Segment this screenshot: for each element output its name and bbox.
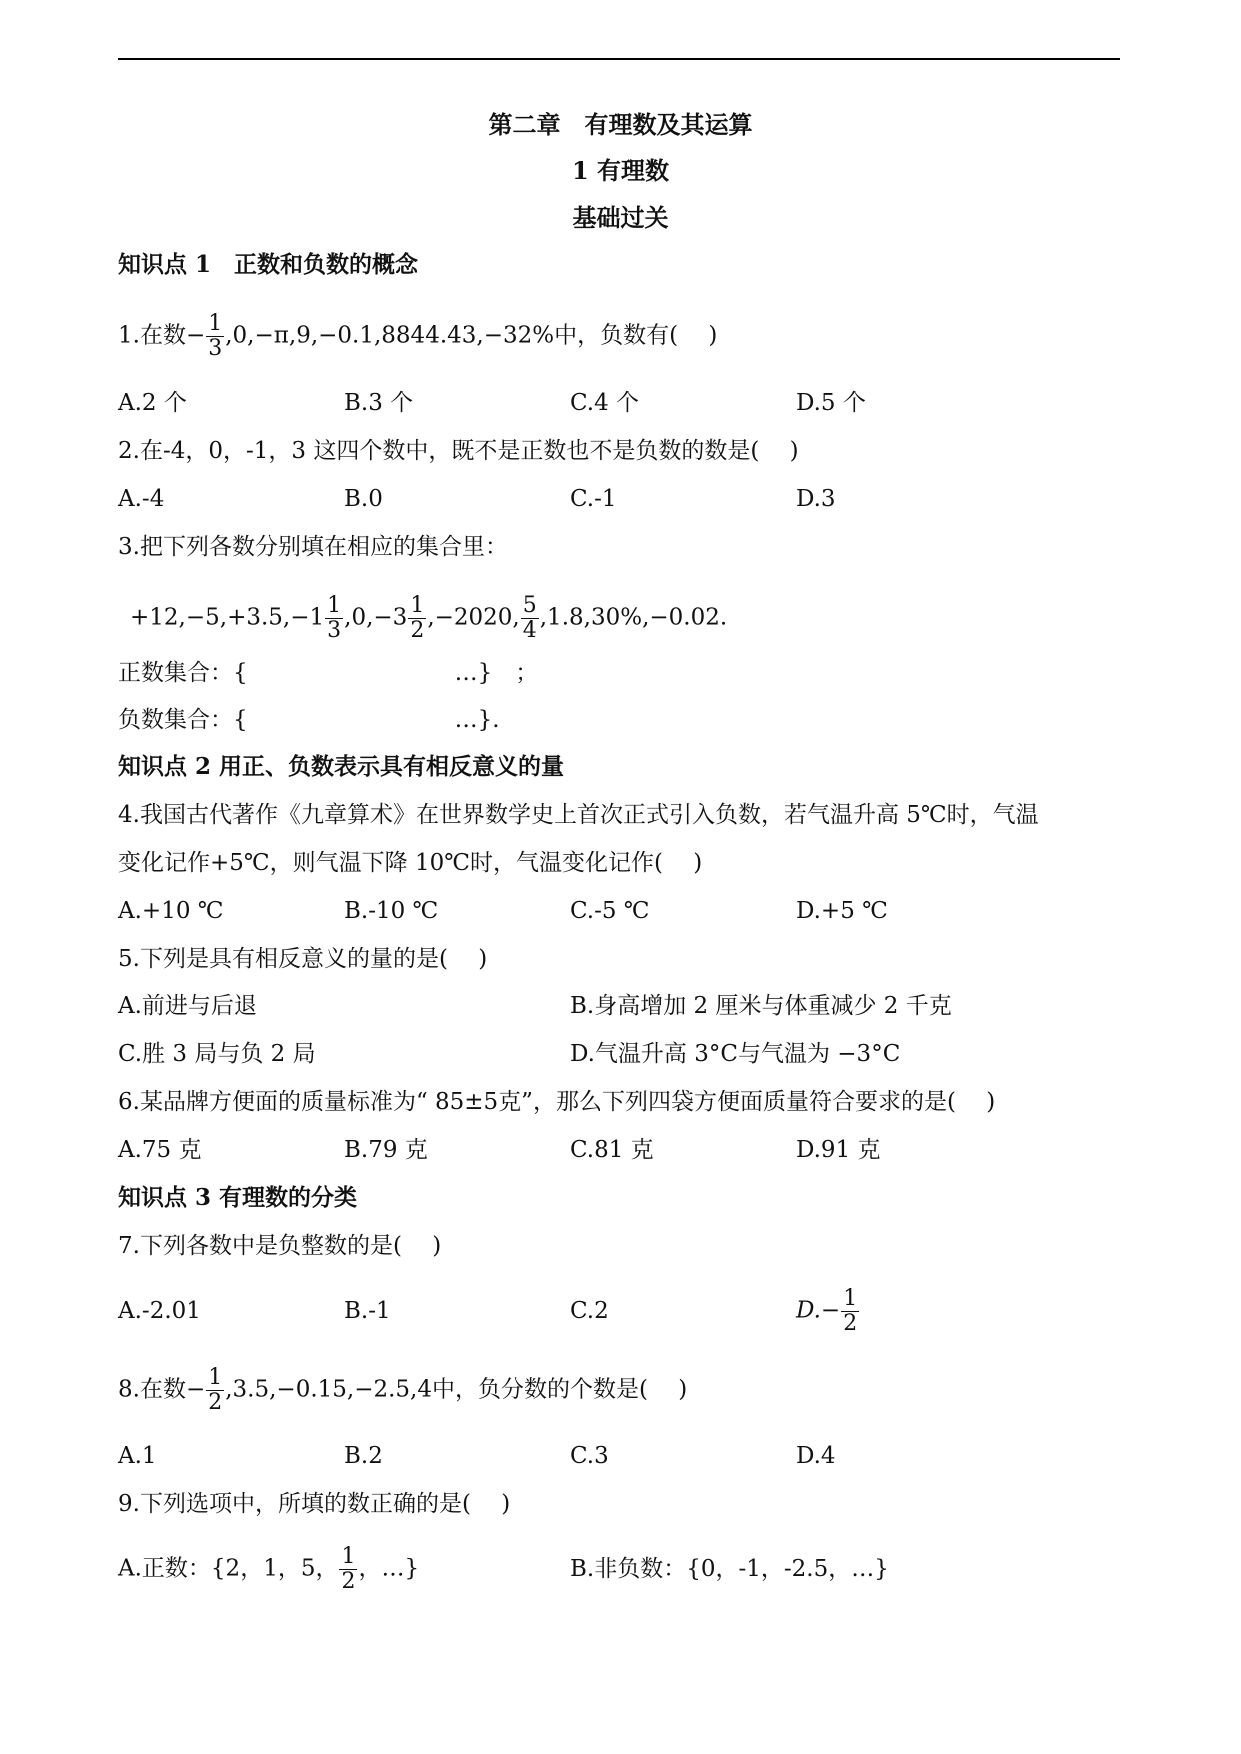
q7-option-d <box>796 1287 1022 1336</box>
q1-option-c: C.4 个 <box>570 390 640 416</box>
q9-option-a <box>118 1545 570 1594</box>
q8-fraction <box>206 1366 224 1415</box>
q1-suffix: 中，负数有( ) <box>554 322 718 349</box>
q3-f1-den: 3 <box>327 618 342 643</box>
q4-option-a: A.+10 ℃ <box>118 898 224 924</box>
q8-option-b: B.2 <box>344 1443 383 1469</box>
q4-option-b: B.-10 ℃ <box>344 898 439 924</box>
q1-option-d: D.5 个 <box>796 390 866 416</box>
question-2: 2.在-4，0，-1，3 这四个数中，既不是正数也不是负数的数是( ) <box>118 438 799 464</box>
q5-option-b: B.身高增加 2 厘米与体重减少 2 千克 <box>570 993 952 1019</box>
question-6: 6.某品牌方便面的质量标准为“ 85±5克”，那么下列四袋方便面质量符合要求的是( ) <box>118 1089 996 1115</box>
section-title: 1 有理数 <box>571 156 670 185</box>
q3-fraction-3 <box>521 594 539 643</box>
q4-option-c: C.-5 ℃ <box>570 898 650 924</box>
q8-option-a: A.1 <box>118 1443 157 1469</box>
q8-frac-den: 2 <box>208 1390 223 1415</box>
knowledge-point-2-heading: 知识点 2 用正、负数表示具有相反意义的量 <box>118 753 565 780</box>
top-rule <box>118 58 1120 60</box>
q3-f3-num: 5 <box>522 593 537 618</box>
q3-f2-num: 1 <box>410 593 425 618</box>
q9-a-den: 2 <box>341 1568 356 1594</box>
q3-number-list <box>130 594 1121 643</box>
q3-part-1: +12,−5,+3.5,−1 <box>130 604 325 631</box>
q1-option-a: A.2 个 <box>118 390 187 416</box>
question-4-line-2: 变化记作+5℃，则气温下降 10℃时，气温变化记作( ) <box>118 850 703 876</box>
q2-option-b: B.0 <box>344 486 383 512</box>
q5-option-c: C.胜 3 局与负 2 局 <box>118 1041 316 1067</box>
q1-options <box>118 388 1121 418</box>
q8-suffix: 中，负分数的个数是( ) <box>432 1376 688 1403</box>
q8-option-d: D.4 <box>796 1443 836 1469</box>
question-8 <box>118 1366 1121 1415</box>
knowledge-point-1-heading: 知识点 1 正数和负数的概念 <box>118 251 419 278</box>
q2-option-a: A.-4 <box>118 486 165 512</box>
q8-options <box>118 1441 1121 1471</box>
q3-f3-den: 4 <box>522 618 537 643</box>
q5-options-row-2 <box>118 1039 1121 1069</box>
q7-d-num: 1 <box>843 1285 858 1311</box>
q9-a-prefix: A.正数：{2，1，5， <box>118 1555 339 1581</box>
q9-option-b: B.非负数：{0，-1，-2.5，…} <box>570 1556 889 1582</box>
q9-a-fraction <box>339 1545 357 1594</box>
question-4-line-1: 4.我国古代著作《九章算术》在世界数学史上首次正式引入负数，若气温升高 5℃时，气温 <box>118 802 1039 828</box>
q1-prefix: 1.在数 <box>118 322 186 349</box>
q2-option-d: D.3 <box>796 486 836 512</box>
q5-option-d: D.气温升高 3°C与气温为 −3°C <box>570 1041 901 1067</box>
chapter-title: 第二章 有理数及其运算 <box>488 110 753 139</box>
q1-option-b: B.3 个 <box>344 390 414 416</box>
question-9: 9.下列选项中，所填的数正确的是( ) <box>118 1491 511 1517</box>
q8-frac-num: 1 <box>208 1365 223 1390</box>
q9-a-num: 1 <box>341 1543 356 1569</box>
q1-frac-num: 1 <box>208 311 223 336</box>
q7-d-prefix: D.− <box>796 1297 841 1323</box>
q6-option-c: C.81 克 <box>570 1137 654 1163</box>
q8-option-c: C.3 <box>570 1443 609 1469</box>
question-3: 3.把下列各数分别填在相应的集合里： <box>118 534 508 560</box>
q7-d-den: 2 <box>843 1310 858 1336</box>
q7-option-b: B.-1 <box>344 1298 391 1324</box>
knowledge-point-3-heading: 知识点 3 有理数的分类 <box>118 1184 358 1211</box>
q8-prefix: 8.在数− <box>118 1376 206 1403</box>
q1-minus: − <box>185 322 206 349</box>
q5-options-row-1 <box>118 991 1121 1021</box>
q3-f2-den: 2 <box>410 618 425 643</box>
q3-part-3: ,−2020, <box>427 604 520 631</box>
q7-d-fraction <box>841 1287 859 1336</box>
q3-part-2: ,0,−3 <box>344 604 408 631</box>
q3-negative-set: 负数集合：{ …}. <box>118 707 500 733</box>
q2-option-c: C.-1 <box>570 486 617 512</box>
question-5: 5.下列是具有相反意义的量的是( ) <box>118 946 488 972</box>
q1-frac-den: 3 <box>208 336 223 361</box>
q1-fraction <box>206 312 224 361</box>
q1-numbers: ,0,−π,9,−0.1,8844.43,−32% <box>225 322 555 349</box>
question-1 <box>118 312 1121 361</box>
q4-option-d: D.+5 ℃ <box>796 898 888 924</box>
q6-option-a: A.75 克 <box>118 1137 202 1163</box>
q4-options <box>118 896 1121 926</box>
q6-option-b: B.79 克 <box>344 1137 428 1163</box>
q9-a-suffix: ，…} <box>358 1555 420 1581</box>
q5-option-a: A.前进与后退 <box>118 993 257 1019</box>
q6-option-d: D.91 克 <box>796 1137 881 1163</box>
q8-numbers: ,3.5,−0.15,−2.5,4 <box>225 1376 433 1403</box>
q6-options <box>118 1135 1121 1165</box>
subsection-title: 基础过关 <box>572 203 669 232</box>
q3-positive-set: 正数集合：{ …} ； <box>118 660 539 686</box>
q3-f1-num: 1 <box>327 593 342 618</box>
q3-part-4: ,1.8,30%,−0.02. <box>539 604 728 631</box>
question-7: 7.下列各数中是负整数的是( ) <box>118 1233 442 1259</box>
q7-option-c: C.2 <box>570 1298 609 1324</box>
q7-option-a: A.-2.01 <box>118 1298 201 1324</box>
q2-options <box>118 484 1121 514</box>
q3-fraction-1 <box>325 594 343 643</box>
q9-options <box>118 1541 1121 1597</box>
q3-fraction-2 <box>408 594 426 643</box>
q7-options <box>118 1283 1121 1339</box>
